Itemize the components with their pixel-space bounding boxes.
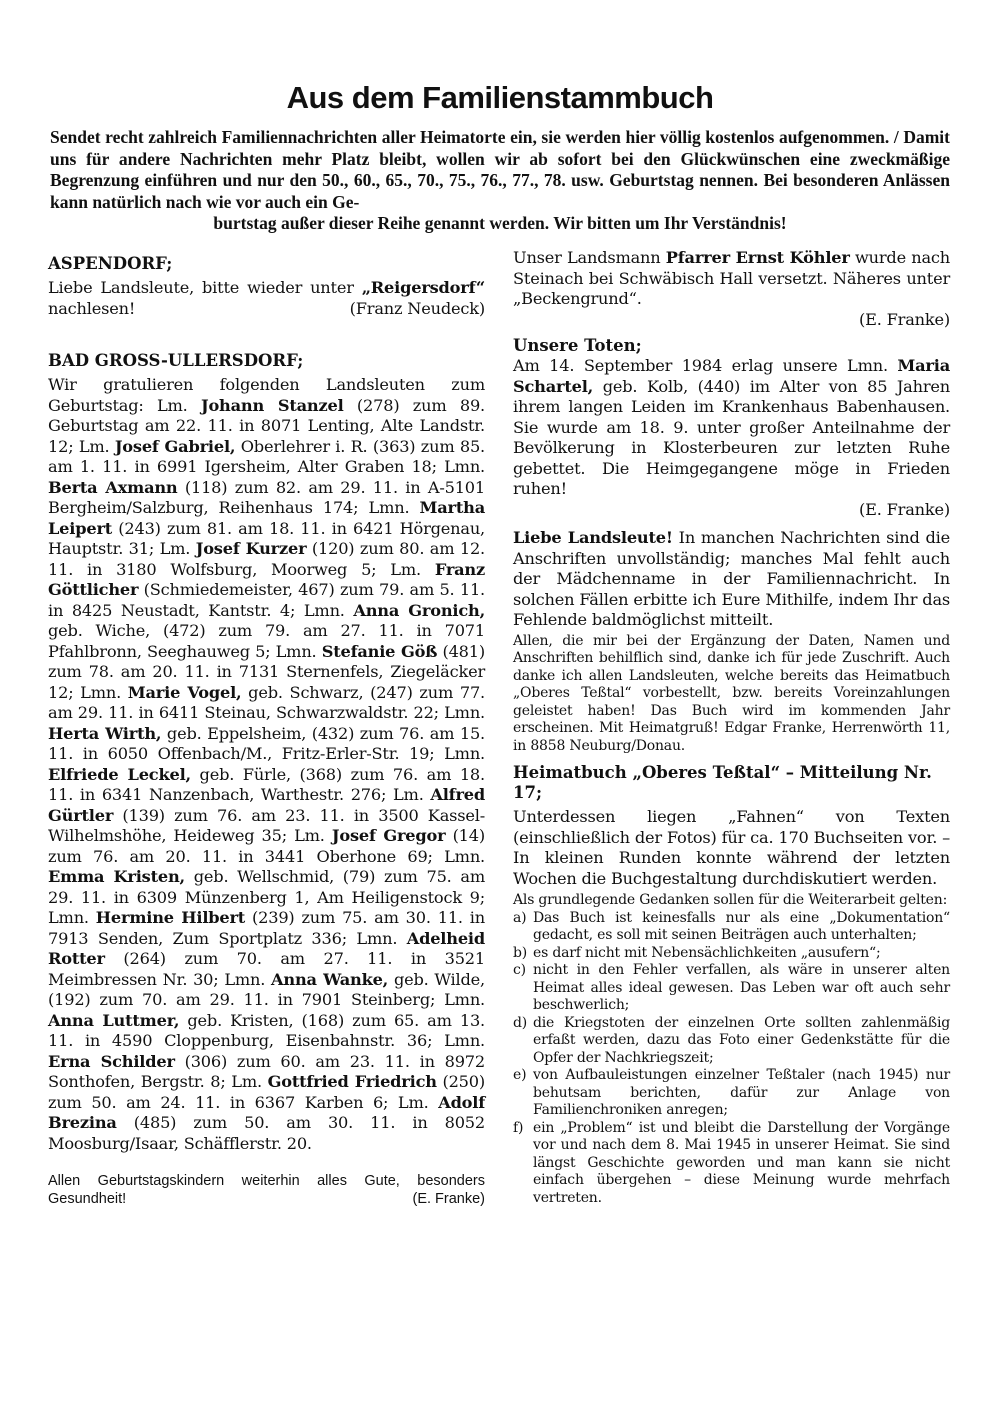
- item-text: ein „Problem“ ist und bleibt die Darstellung der Vorgänge vor und nach dem 8. Mai 1945 in unserer Heimat. Sie sind längst Geschichte geworden und man kann sie nicht einfach übergehen – diese Meinung wurde mehrfach vertreten.: [533, 1119, 950, 1206]
- text-run: Unser Landsmann: [513, 248, 666, 267]
- text-run: geb. Schwarz, (247) zum 77. am 29. 11. in 6411 Steinau, Schwarzwaldstr. 22; Lmn.: [48, 682, 485, 722]
- text-run: (250) zum 50. am 24. 11. in 6367 Karben 6; Lm.: [48, 1072, 485, 1112]
- name-highlight: Marie Vogel,: [127, 682, 242, 702]
- text-run: (139) zum 76. am 23. 11. in 3500 Kassel-Wilhelmshöhe, Heideweg 35; Lm.: [48, 805, 485, 845]
- signature: (E. Franke): [859, 499, 950, 519]
- item-label: c): [513, 962, 526, 978]
- text-run: In manchen Nachrichten sind die Anschriften unvollständig; manches Mal fehlt auch der Mädchenname in der Familiennachricht. In solchen Fällen erbitte ich Eure Mithilfe, indem Ihr das Fehlende baldmöglichst mitteilt.: [513, 528, 950, 629]
- signature: (E. Franke): [859, 309, 950, 329]
- name-highlight: „Reigersdorf“: [361, 278, 485, 297]
- intro-text-last: burtstag außer dieser Reihe genannt werden. Wir bitten um Ihr Verständnis!: [213, 213, 787, 233]
- text-run: geb. Kolb, (440) im Alter von 85 Jahren ihrem langen Leiden im Krankenhaus Babenhausen. Sie wurde am 18. 9. unter großer Anteilnahme der Bevölkerung in Klosterbeuren zur letzten Ruhe gebettet. Die Heimgegangene möge in Frieden ruhen!: [513, 376, 950, 498]
- name-highlight: Anna Gronich,: [353, 600, 485, 620]
- text-run: (243) zum 81. am 18. 11. in 6421 Hörgenau, Hauptstr. 31; Lm.: [48, 518, 485, 558]
- item-text: von Aufbauleistungen einzelner Teßtaler (nach 1945) nur behutsam berichten, dafür zur Anlage von Familienchroniken anregen;: [533, 1067, 950, 1118]
- section-heading: ASPENDORF;: [48, 254, 173, 273]
- name-highlight: Stefanie Göß: [321, 641, 438, 661]
- item-label: b): [513, 944, 528, 961]
- guideline-list: [513, 910, 950, 1208]
- text-run: (Schmiedemeister, 467) zum 79. am 5. 11. in 8425 Neustadt, Kantstr. 4; Lmn.: [48, 580, 485, 620]
- birthday-list: [48, 375, 485, 1154]
- item-label: d): [513, 1014, 528, 1031]
- signature: (E. Franke): [412, 1191, 485, 1207]
- text-run: geb. Wellschmid, (79) zum 75. am 29. 11. in 6309 Münzenberg 1, Am Heiligenstock 9; Lmn.: [48, 867, 485, 927]
- text-run: geb. Wilde, (192) zum 70. am 29. 11. in 7901 Steinberg; Lmn.: [48, 969, 486, 1009]
- name-highlight: Josef Kurzer: [195, 539, 307, 558]
- text-run: (120) zum 80. am 12. 11. in 3180 Wolfsburg, Moorweg 5; Lm.: [48, 539, 485, 579]
- name-highlight: Berta Axmann: [48, 477, 178, 497]
- name-highlight: Herta Wirth,: [48, 723, 162, 743]
- item-label: a): [513, 909, 527, 926]
- text-run: Oberlehrer i. R. (363) zum 85. am 1. 11. in 6991 Igersheim, Alter Graben 18; Lmn.: [48, 436, 485, 476]
- text-run: geb. Eppelsheim, (432) zum 76. am 15. 11. in 6050 Offenbach/M., Fritz-Erler-Str. 19; Lmn.: [48, 723, 485, 763]
- name-highlight: Hermine Hilbert: [95, 908, 246, 927]
- obituary-text: [513, 356, 950, 500]
- closing-text: Allen Geburtstagskindern weiterhin alles Gute, besonders Gesundheit!: [48, 1173, 485, 1207]
- name-highlight: Pfarrer Ernst Köhler: [665, 248, 850, 267]
- name-highlight: Gottfried Friedrich: [267, 1072, 437, 1091]
- name-highlight: Liebe Landsleute!: [513, 528, 673, 547]
- name-highlight: Martha Leipert: [48, 498, 485, 538]
- list-item: [513, 910, 950, 945]
- text-run: Liebe Landsleute, bitte wieder unter: [48, 278, 362, 297]
- article-text: Unterdessen liegen „Fahnen“ von Texten (einschließlich der Fotos) für ca. 170 Buchseiten vor. – In kleinen Runden konnte während der letzten Wochen die Buchgestaltung durchdiskutiert werden.: [513, 807, 950, 888]
- intro-text: Sendet recht zahlreich Familiennachrichten aller Heimatorte ein, sie werden hier völlig kostenlos aufgenommen. / Damit uns für andere Nachrichten mehr Platz bleibt, wollen wir ab sofort bei den Glückwünschen eine zweckmäßige Begrenzung einführen und nur den 50., 60., 65., 70., 75., 76., 77., 78. usw. Geburtstag nennen. Bei besonderen Anlässen kann natürlich nach wie vor auch ein Ge-: [50, 127, 950, 212]
- section-aspendorf: [48, 254, 485, 319]
- list-item: [513, 1067, 950, 1120]
- text-run: (278) zum 89. Geburtstag am 22. 11. in 8071 Lenting, Alte Landstr. 12; Lm.: [48, 395, 485, 456]
- name-highlight: Josef Gregor: [331, 826, 446, 845]
- page-title: Aus dem Familienstammbuch: [286, 80, 714, 115]
- name-highlight: Josef Gabriel,: [114, 436, 236, 456]
- left-column: [48, 248, 485, 1208]
- name-highlight: Emma Kristen,: [48, 867, 185, 886]
- name-highlight: Franz Göttlicher: [48, 559, 485, 599]
- section-liebe-landsleute: [513, 528, 950, 755]
- name-highlight: Maria Schartel,: [513, 356, 950, 396]
- item-text: nicht in den Fehler verfallen, als wäre in unserer alten Heimat alles ideal gewesen. Das Leben war oft auch sehr beschwerlich;: [533, 962, 950, 1013]
- name-highlight: Johann Stanzel: [200, 395, 344, 415]
- text-run: (118) zum 82. am 29. 11. in A-5101 Bergheim/Salzburg, Reihenhaus 174; Lmn.: [48, 477, 486, 517]
- article-text: [513, 528, 950, 631]
- section-bad-gross-ullersdorf: [48, 351, 485, 1208]
- article-text: [513, 248, 950, 310]
- text-run: (14) zum 76. am 20. 11. in 3441 Oberhone 69; Lmn.: [48, 826, 485, 866]
- item-text: es darf nicht mit Nebensächlichkeiten „ausufern“;: [533, 944, 881, 961]
- name-highlight: Anna Luttmer,: [48, 1010, 180, 1030]
- text-run: wurde nach Steinach bei Schwäbisch Hall versetzt. Näheres unter „Beckengrund“.: [513, 248, 950, 308]
- text-run: (485) zum 50. am 30. 11. in 8052 Moosburg/Isaar, Schäfflerstr. 20.: [48, 1113, 485, 1153]
- text-run: geb. Kristen, (168) zum 65. am 13. 11. in 4590 Cloppenburg, Eisenbahnstr. 36; Lmn.: [48, 1010, 485, 1050]
- text-run: nachlesen!: [48, 298, 136, 318]
- section-pfarrer: [513, 248, 950, 330]
- item-text: die Kriegstoten der einzelnen Orte sollten zahlenmäßig erfaßt werden, dazu das Foto einer Gedenkstätte für die Opfer der Nachkriegszeit;: [533, 1014, 950, 1066]
- item-label: e): [513, 1067, 527, 1083]
- list-item: [513, 962, 950, 1015]
- name-highlight: Elfriede Leckel,: [48, 764, 191, 784]
- text-run: (306) zum 60. am 23. 11. in 8972 Sonthofen, Bergstr. 8; Lm.: [48, 1051, 485, 1091]
- section-heading: Unsere Toten;: [513, 336, 642, 355]
- intro-notice: [50, 127, 950, 235]
- text-run: Am 14. September 1984 erlag unsere Lmn.: [513, 356, 898, 375]
- name-highlight: Alfred Gürtler: [48, 785, 485, 825]
- name-highlight: Erna Schilder: [48, 1051, 175, 1071]
- name-highlight: Anna Wanke,: [271, 969, 389, 989]
- article-small-text: Allen, die mir bei der Ergänzung der Daten, Namen und Anschriften behilflich sind, danke ich für jede Zuschrift. Auch danke ich allen Landsleuten, welche bereits das Heimatbuch „Oberes Teßtal“ vorbestellt, bzw. bereits Voreinzahlungen geleistet haben! Das Buch wird im kommenden Jahr erscheinen. Mit Heimatgruß! Edgar Franke, Herrenwörth 11, in 8858 Neuburg/Donau.: [513, 632, 950, 754]
- text-run: (481) zum 78. am 20. 11. in 7131 Sternenfels, Ziegeläcker 12; Lmn.: [48, 641, 485, 702]
- text-run: (239) zum 75. am 30. 11. in 7913 Senden, Zum Sportplatz 336; Lmn.: [48, 908, 485, 948]
- name-highlight: Adelheid Rotter: [48, 928, 485, 968]
- section-unsere-toten: [513, 336, 950, 520]
- text-run: Wir gratulieren folgenden Landsleuten zum Geburtstag: Lm.: [48, 375, 485, 415]
- right-column: [513, 248, 950, 1207]
- text-run: (264) zum 70. am 27. 11. in 3521 Meimbressen Nr. 30; Lmn.: [48, 949, 485, 989]
- item-text: Das Buch ist keinesfalls nur als eine „Dokumentation“ gedacht, es soll mit seinen Beiträgen auch unterhalten;: [533, 909, 950, 943]
- text-run: geb. Wiche, (472) zum 79. am 27. 11. in 7071 Pfahlbronn, Seeghauweg 5; Lmn.: [48, 621, 485, 661]
- lead-text: Als grundlegende Gedanken sollen für die Weiterarbeit gelten:: [513, 892, 948, 908]
- section-heading: BAD GROSS-ULLERSDORF;: [48, 351, 304, 370]
- list-item: [513, 945, 950, 963]
- list-item: [513, 1120, 950, 1208]
- name-highlight: Adolf Brezina: [48, 1092, 485, 1132]
- item-label: f): [513, 1119, 524, 1136]
- section-heading: Heimatbuch „Oberes Teßtal“ – Mitteilung Nr. 17;: [513, 763, 932, 802]
- section-heimatbuch: [513, 763, 950, 1207]
- list-item: [513, 1015, 950, 1068]
- signature: (Franz Neudeck): [349, 298, 485, 318]
- text-run: geb. Fürle, (368) zum 76. am 18. 11. in 6341 Nanzenbach, Warthestr. 276; Lm.: [48, 764, 485, 804]
